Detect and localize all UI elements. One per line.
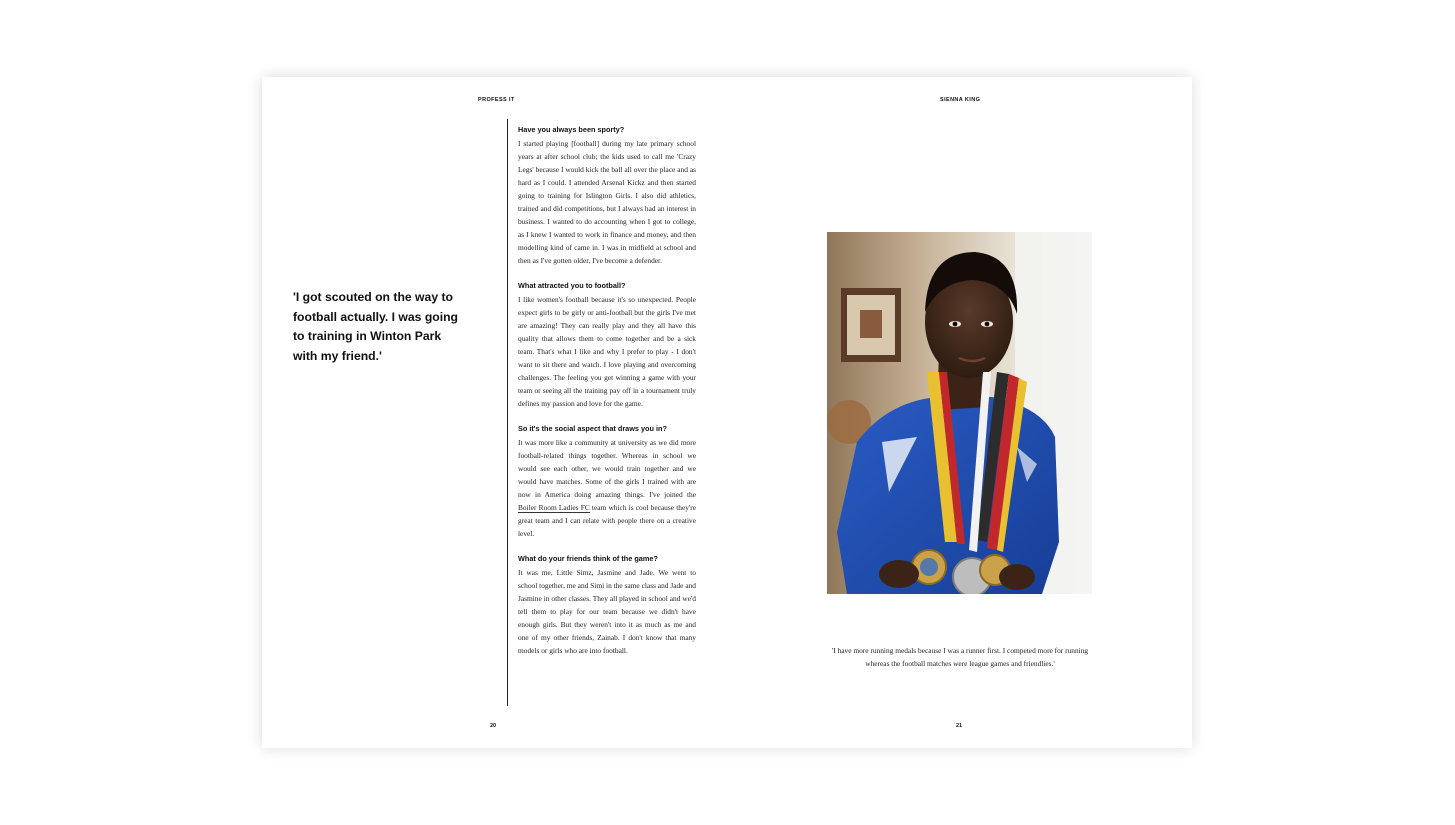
interview-answer: I started playing [football] during my late primary school years at after school club; the kids used to call me 'Crazy Legs' because I would kick the ball all over the place and as hard as I could. I attended Arsenal Kickz and then started going to training for Islington Girls. I also did athletics, trained and did competitions, but I always had an interest in business. I wanted to do accounting when I got to college, as I knew I wanted to work in finance and money, and then modelling kind of came in. I was in midfield at school and then as I've gotten older, I've become a defender. [518,139,696,265]
pull-quote: 'I got scouted on the way to football actually. I was going to training in Winton Park with my friend.' [293,290,459,363]
column-rule [507,119,508,706]
qa-block [518,280,696,410]
boiler-room-link[interactable]: Boiler Room Ladies FC [518,503,590,512]
page-number-left: 20 [490,723,497,729]
running-head-right: SIENNA KING [940,97,981,103]
interview-answer [518,436,696,540]
interview-column [518,124,696,670]
interview-question: Have you always been sporty? [518,125,625,134]
interview-question: What attracted you to football? [518,281,626,290]
interview-answer: It was me, Little Simz, Jasmine and Jade. We went to school together, me and Simi in the same class and Jade and Jasmine in other classes. They all played in school and we'd tell them to play for our team because we didn't have enough girls. But they weren't into it as much as me and one of my other friends, Zainab. I don't know that many models or girls who are into football. [518,568,696,655]
interview-question: So it's the social aspect that draws you in? [518,424,667,433]
qa-block [518,553,696,657]
photo-caption: 'I have more running medals because I was a runner first. I competed more for running whereas the football matches were league games and friendlies.' [831,646,1089,668]
running-head-left: PROFESS IT [478,97,515,103]
answer-text: It was more like a community at university as we did more football-related things together. Whereas in school we would see each other, we would train together and we would have matches. Some of the girls I trained with are now in America doing amazing things. I've joined the [518,438,696,499]
answer-text: team which is cool because they're great team and I can relate with people there on a creative level. [518,503,696,538]
interview-question: What do your friends think of the game? [518,554,658,563]
portrait-photo [827,232,1092,594]
portrait-illustration [827,232,1092,594]
qa-block [518,423,696,540]
magazine-spread [262,77,1192,748]
qa-block [518,124,696,267]
page-number-right: 21 [956,723,963,729]
interview-answer: I like women's football because it's so unexpected. People expect girls to be girly or anti-football but the girls I've met are amazing! They can really play and they all have this quality that allows them to come together and be a sick team. That's what I like and why I prefer to play - I don't want to sit there and watch. I love playing and overcoming challenges. The feeling you get winning a game with your team or seeing all the training pay off in a tournament truly defines my passion and love for the game. [518,295,696,408]
